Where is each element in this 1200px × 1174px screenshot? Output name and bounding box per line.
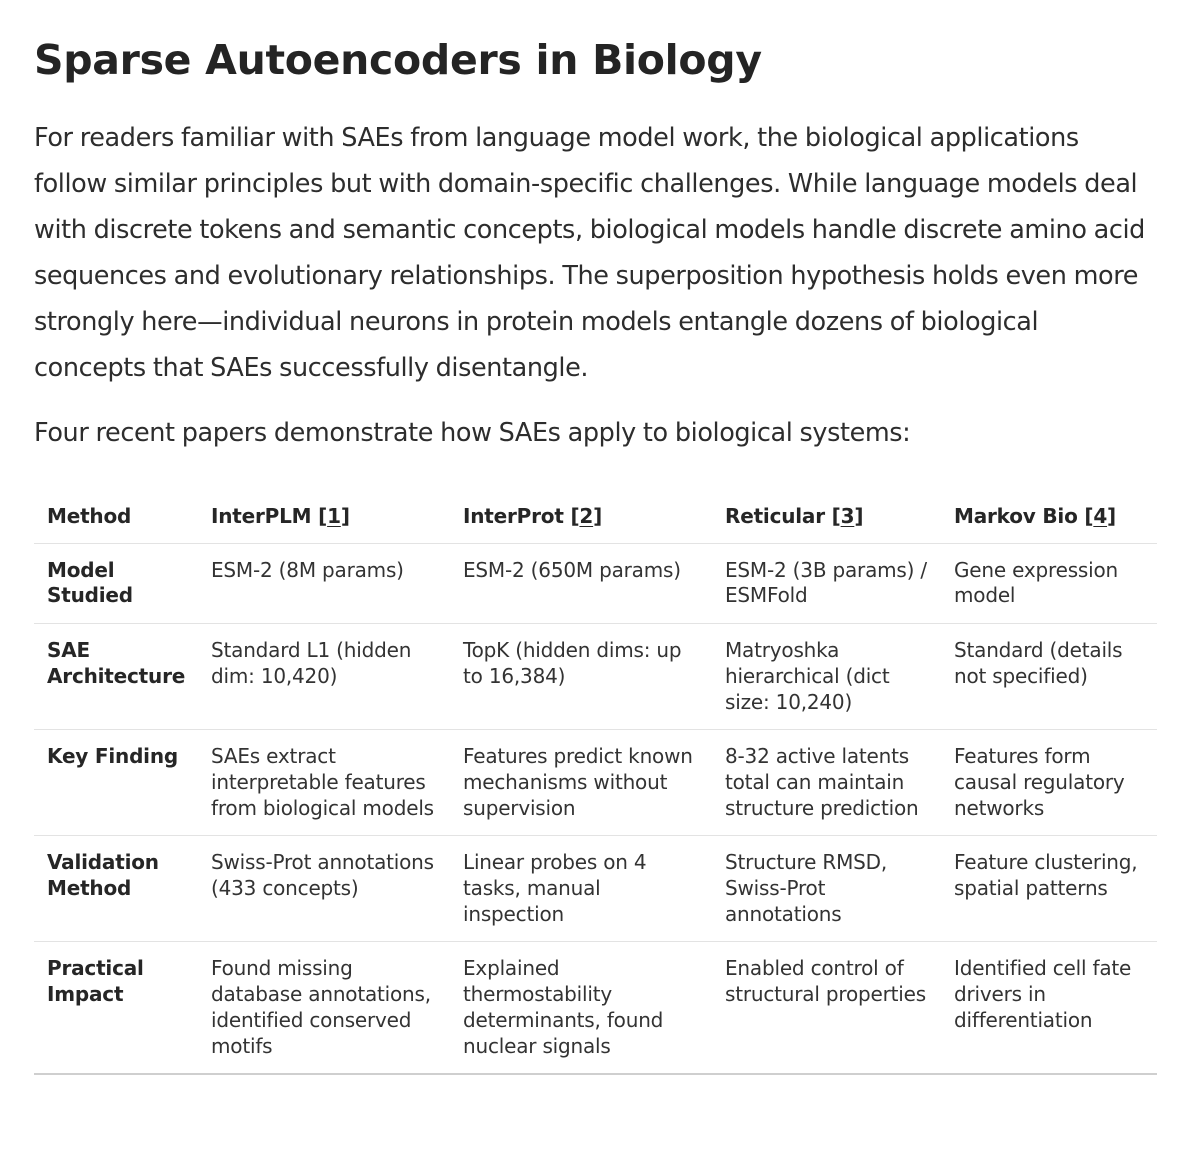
- header-interplm: InterPLM [1]: [198, 486, 450, 543]
- header-name: InterPLM: [211, 504, 312, 528]
- header-name: Reticular: [725, 504, 825, 528]
- table-cell: Swiss-Prot annotations (433 concepts): [198, 836, 450, 942]
- table-cell: TopK (hidden dims: up to 16,384): [450, 624, 712, 730]
- table-cell: Features predict known mechanisms without supervision: [450, 730, 712, 836]
- citation-link[interactable]: 4: [1093, 504, 1108, 528]
- table-row: [34, 624, 1157, 730]
- table-row: [34, 543, 1157, 623]
- table-row: [34, 836, 1157, 942]
- table-row: [34, 730, 1157, 836]
- header-interprot: InterProt [2]: [450, 486, 712, 543]
- table-cell: Gene expression model: [941, 543, 1157, 623]
- intro-paragraph: For readers familiar with SAEs from language model work, the biological applications follow similar principles but with domain-specific challenges. While language models deal with discrete tokens and semantic concepts, biological models handle discrete amino acid sequences and evolutionary relationships. The superposition hypothesis holds even more strongly here—individual neurons in protein models entangle dozens of biological concepts that SAEs successfully disentangle.: [34, 123, 1145, 383]
- citation-link[interactable]: 2: [579, 504, 594, 528]
- header-method: Method: [34, 486, 198, 543]
- row-label: Practical Impact: [34, 942, 198, 1074]
- row-label: Validation Method: [34, 836, 198, 942]
- citation-link[interactable]: 3: [840, 504, 855, 528]
- row-label: Key Finding: [34, 730, 198, 836]
- table-cell: ESM-2 (650M params): [450, 543, 712, 623]
- table-cell: Structure RMSD, Swiss-Prot annotations: [712, 836, 941, 942]
- table-cell: Explained thermostability determinants, found nuclear signals: [450, 942, 712, 1074]
- row-label: Model Studied: [34, 543, 198, 623]
- table-cell: Standard L1 (hidden dim: 10,420): [198, 624, 450, 730]
- citation-link[interactable]: 1: [327, 504, 341, 528]
- table-cell: Standard (details not specified): [941, 624, 1157, 730]
- header-name: InterProt: [463, 504, 564, 528]
- table-cell: ESM-2 (8M params): [198, 543, 450, 623]
- header-markov-bio: Markov Bio [4]: [941, 486, 1157, 543]
- table-row: [34, 942, 1157, 1074]
- table-cell: Linear probes on 4 tasks, manual inspection: [450, 836, 712, 942]
- table-cell: Found missing database annotations, identified conserved motifs: [198, 942, 450, 1074]
- table-header-row: [34, 486, 1157, 543]
- header-name: Markov Bio: [954, 504, 1078, 528]
- page-title: Sparse Autoencoders in Biology: [34, 36, 762, 84]
- table-cell: Feature clustering, spatial patterns: [941, 836, 1157, 942]
- header-reticular: Reticular [3]: [712, 486, 941, 543]
- table-cell: SAEs extract interpretable features from biological models: [198, 730, 450, 836]
- table-cell: ESM-2 (3B params) / ESMFold: [712, 543, 941, 623]
- table-cell: Enabled control of structural properties: [712, 942, 941, 1074]
- table-intro: Four recent papers demonstrate how SAEs apply to biological systems:: [34, 418, 911, 448]
- row-label: SAE Architecture: [34, 624, 198, 730]
- table-cell: 8-32 active latents total can maintain structure prediction: [712, 730, 941, 836]
- comparison-table: [34, 486, 1157, 1075]
- table-cell: Matryoshka hierarchical (dict size: 10,240): [712, 624, 941, 730]
- table-cell: Features form causal regulatory networks: [941, 730, 1157, 836]
- table-cell: Identified cell fate drivers in differentiation: [941, 942, 1157, 1074]
